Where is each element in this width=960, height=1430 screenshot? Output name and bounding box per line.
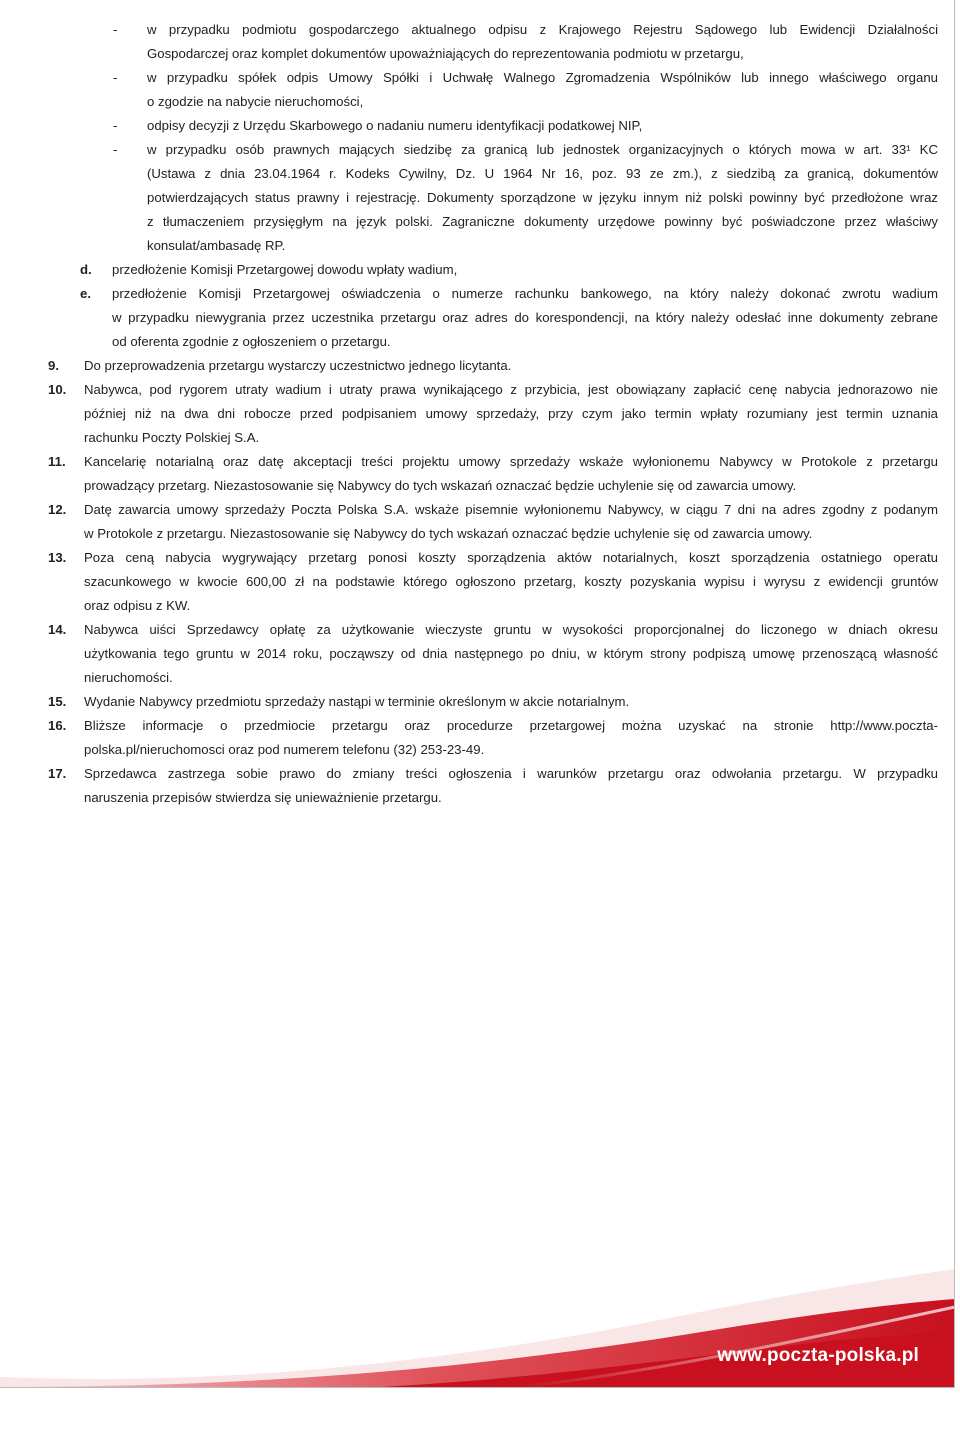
numbered-item-line: Poza ceną nabycia wygrywający przetarg ponosi koszty sporządzenia aktów notarialnych, koszt sporządzenia ostatniego operatu — [84, 550, 938, 565]
item-number: 15. — [48, 694, 67, 709]
numbered-item-line: naruszenia przepisów stwierdza się unieważnienie przetargu. — [84, 790, 442, 805]
list-item-line: w przypadku osób prawnych mających siedzibę za granicą lub jednostek organizacyjnych o których mowa w art. 33¹ KC — [147, 142, 938, 157]
numbered-item-line: Kancelarię notarialną oraz datę akceptacji treści projektu umowy sprzedaży wskaże wyłonionemu Nabywcy w Protokole z przetargu — [84, 454, 938, 469]
dash-marker: - — [113, 118, 118, 133]
item-number: 9. — [48, 358, 59, 373]
numbered-item-line: polska.pl/nieruchomosci oraz pod numerem telefonu (32) 253-23-49. — [84, 742, 485, 757]
item-number: 12. — [48, 502, 67, 517]
numbered-item-line: rachunku Poczty Polskiej S.A. — [84, 430, 260, 445]
sub-item-line: w przypadku niewygrania przez uczestnika przetargu oraz adres do korespondencji, na który należy odesłać inne dokumenty zebrane — [112, 310, 938, 325]
list-item-line: Gospodarczej oraz komplet dokumentów upoważniających do reprezentowania podmiotu w przetargu, — [147, 46, 744, 61]
item-number: 13. — [48, 550, 67, 565]
sub-item-line: przedłożenie Komisji Przetargowej dowodu wpłaty wadium, — [112, 262, 458, 277]
numbered-item-line: Nabywca uiści Sprzedawcy opłatę za użytkowanie wieczyste gruntu w wysokości proporcjonalnej do liczonego w dniach okresu — [84, 622, 938, 637]
item-number: 16. — [48, 718, 67, 733]
numbered-item-line: w Protokole z przetargu. Niezastosowanie się Nabywcy do tych wskazań oznaczać będzie uchylenie się od zawarcia umowy. — [84, 526, 813, 541]
list-item-line: potwierdzających status prawny i rejestrację. Dokumenty sporządzone w języku innym niż polski powinny być przedłożone wraz — [147, 190, 938, 205]
item-number: 17. — [48, 766, 67, 781]
sub-item-line: od oferenta zgodnie z ogłoszeniem o przetargu. — [112, 334, 391, 349]
numbered-item-line: Do przeprowadzenia przetargu wystarczy uczestnictwo jednego licytanta. — [84, 358, 512, 373]
numbered-item-line: oraz odpisu z KW. — [84, 598, 191, 613]
dash-marker: - — [113, 70, 118, 85]
list-letter: e. — [80, 286, 91, 301]
numbered-item-line: Bliższe informacje o przedmiocie przetargu oraz procedurze przetargowej można uzyskać na stronie http://www.poczta- — [84, 718, 938, 733]
list-item-line: z tłumaczeniem przysięgłym na język polski. Zagraniczne dokumenty urzędowe powinny być poświadczone przez właściwy — [147, 214, 938, 229]
numbered-item-line: szacunkowego w kwocie 600,00 zł na podstawie którego ogłoszono przetarg, koszty pozyskania wypisu i wyrysu z ewidencji gruntów — [84, 574, 938, 589]
dash-marker: - — [113, 142, 118, 157]
list-item-line: o zgodzie na nabycie nieruchomości, — [147, 94, 364, 109]
numbered-item-line: później niż na dwa dni robocze przed podpisaniem umowy sprzedaży, przy czym jako termin wpłaty rozumiany jest termin uznania — [84, 406, 938, 421]
list-item-line: w przypadku podmiotu gospodarczego aktualnego odpisu z Krajowego Rejestru Sądowego lub Ewidencji Działalności — [147, 22, 938, 37]
list-item-line: konsulat/ambasadę RP. — [147, 238, 286, 253]
numbered-item-line: Datę zawarcia umowy sprzedaży Poczta Polska S.A. wskaże pisemnie wyłonionemu Nabywcy, w ciągu 7 dni na adres zgodny z podanym — [84, 502, 938, 517]
dash-marker: - — [113, 22, 118, 37]
list-item-line: odpisy decyzji z Urzędu Skarbowego o nadaniu numeru identyfikacji podatkowej NIP, — [147, 118, 643, 133]
sub-item-line: przedłożenie Komisji Przetargowej oświadczenia o numerze rachunku bankowego, na który należy dokonać zwrotu wadium — [112, 286, 938, 301]
numbered-item-line: prowadzący przetarg. Niezastosowanie się Nabywcy do tych wskazań oznaczać będzie uchylenie się od zawarcia umowy. — [84, 478, 797, 493]
item-number: 10. — [48, 382, 67, 397]
numbered-item-line: nieruchomości. — [84, 670, 173, 685]
footer-banner — [0, 1237, 955, 1387]
item-number: 14. — [48, 622, 67, 637]
numbered-item-line: użytkowania tego gruntu w 2014 roku, począwszy od dnia następnego po dniu, w którym strony podpiszą umowę przenoszącą własność — [84, 646, 938, 661]
numbered-item-line: Sprzedawca zastrzega sobie prawo do zmiany treści ogłoszenia i warunków przetargu oraz odwołania przetargu. W przypadku — [84, 766, 938, 781]
list-item-line: w przypadku spółek odpis Umowy Spółki i Uchwałę Walnego Zgromadzenia Wspólników lub innego właściwego organu — [147, 70, 938, 85]
list-item-line: (Ustawa z dnia 23.04.1964 r. Kodeks Cywilny, Dz. U 1964 Nr 16, poz. 93 ze zm.), z siedzibą za granicą, dokumentów — [147, 166, 938, 181]
numbered-item-line: Nabywca, pod rygorem utraty wadium i utraty prawa wynikającego z przybicia, jest obowiązany zapłacić cenę nabycia jednorazowo nie — [84, 382, 938, 397]
item-number: 11. — [48, 454, 66, 469]
footer-url[interactable]: www.poczta-polska.pl — [717, 1345, 919, 1366]
list-letter: d. — [80, 262, 92, 277]
numbered-item-line: Wydanie Nabywcy przedmiotu sprzedaży nastąpi w terminie określonym w akcie notarialnym. — [84, 694, 630, 709]
